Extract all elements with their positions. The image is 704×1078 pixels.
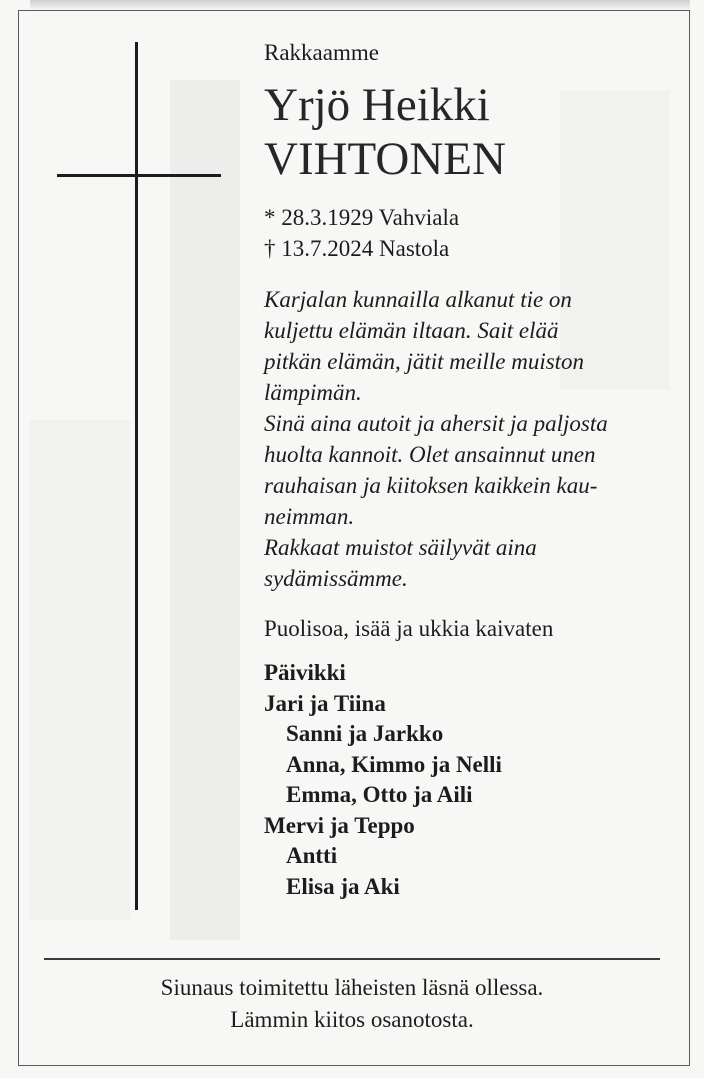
scan-edge (30, 0, 690, 10)
poem-line: Sinä aina autoit ja ahersit ja paljosta (264, 411, 608, 436)
poem-line: Karjalan kunnailla alkanut tie on (264, 287, 572, 312)
birth-date: * 28.3.1929 Vahviala (264, 205, 460, 230)
cross-icon-horizontal (57, 174, 221, 177)
deceased-first-names: Yrjö Heikki (264, 79, 490, 131)
mourner-name: Emma, Otto ja Aili (286, 782, 473, 807)
deceased-name (264, 78, 674, 186)
footer-divider (44, 958, 660, 960)
life-dates (264, 202, 674, 264)
mourner-name: Päivikki (264, 660, 346, 685)
deceased-surname: VIHTONEN (264, 133, 506, 185)
memorial-poem (264, 284, 674, 594)
poem-line: lämpimän. (264, 380, 362, 405)
poem-line: pitkän elämän, jätit meille muiston (264, 349, 585, 374)
thanks-notice: Lämmin kiitos osanotosta. (230, 1007, 474, 1032)
poem-line: sydämissämme. (264, 566, 408, 591)
poem-line: rauhaisan ja kiitoksen kaikkein kau- (264, 473, 598, 498)
mourner-name: Sanni ja Jarkko (286, 721, 444, 746)
poem-line: Rakkaat muistot säilyvät aina (264, 535, 537, 560)
mourner-name: Elisa ja Aki (286, 873, 400, 899)
mourners-list (264, 658, 674, 902)
funeral-notice: Siunaus toimitettu läheisten läsnä ollessa. (160, 975, 544, 1000)
mourner-name: Antti (286, 843, 338, 868)
mourner-name: Jari ja Tiina (264, 690, 386, 716)
death-date: † 13.7.2024 Nastola (264, 236, 450, 261)
intro-text: Rakkaamme (264, 40, 379, 65)
obituary-content (264, 38, 674, 902)
poem-line: huolta kannoit. Olet ansainnut unen (264, 442, 596, 467)
cross-icon-vertical (135, 42, 138, 910)
footer-notice (44, 972, 660, 1036)
poem-line: neimman. (264, 504, 355, 529)
mourners-intro: Puolisoa, isää ja ukkia kaivaten (264, 616, 554, 641)
mourner-name: Anna, Kimmo ja Nelli (286, 751, 502, 777)
poem-line: kuljettu elämän iltaan. Sait elää (264, 318, 559, 343)
mourner-name: Mervi ja Teppo (264, 812, 415, 838)
